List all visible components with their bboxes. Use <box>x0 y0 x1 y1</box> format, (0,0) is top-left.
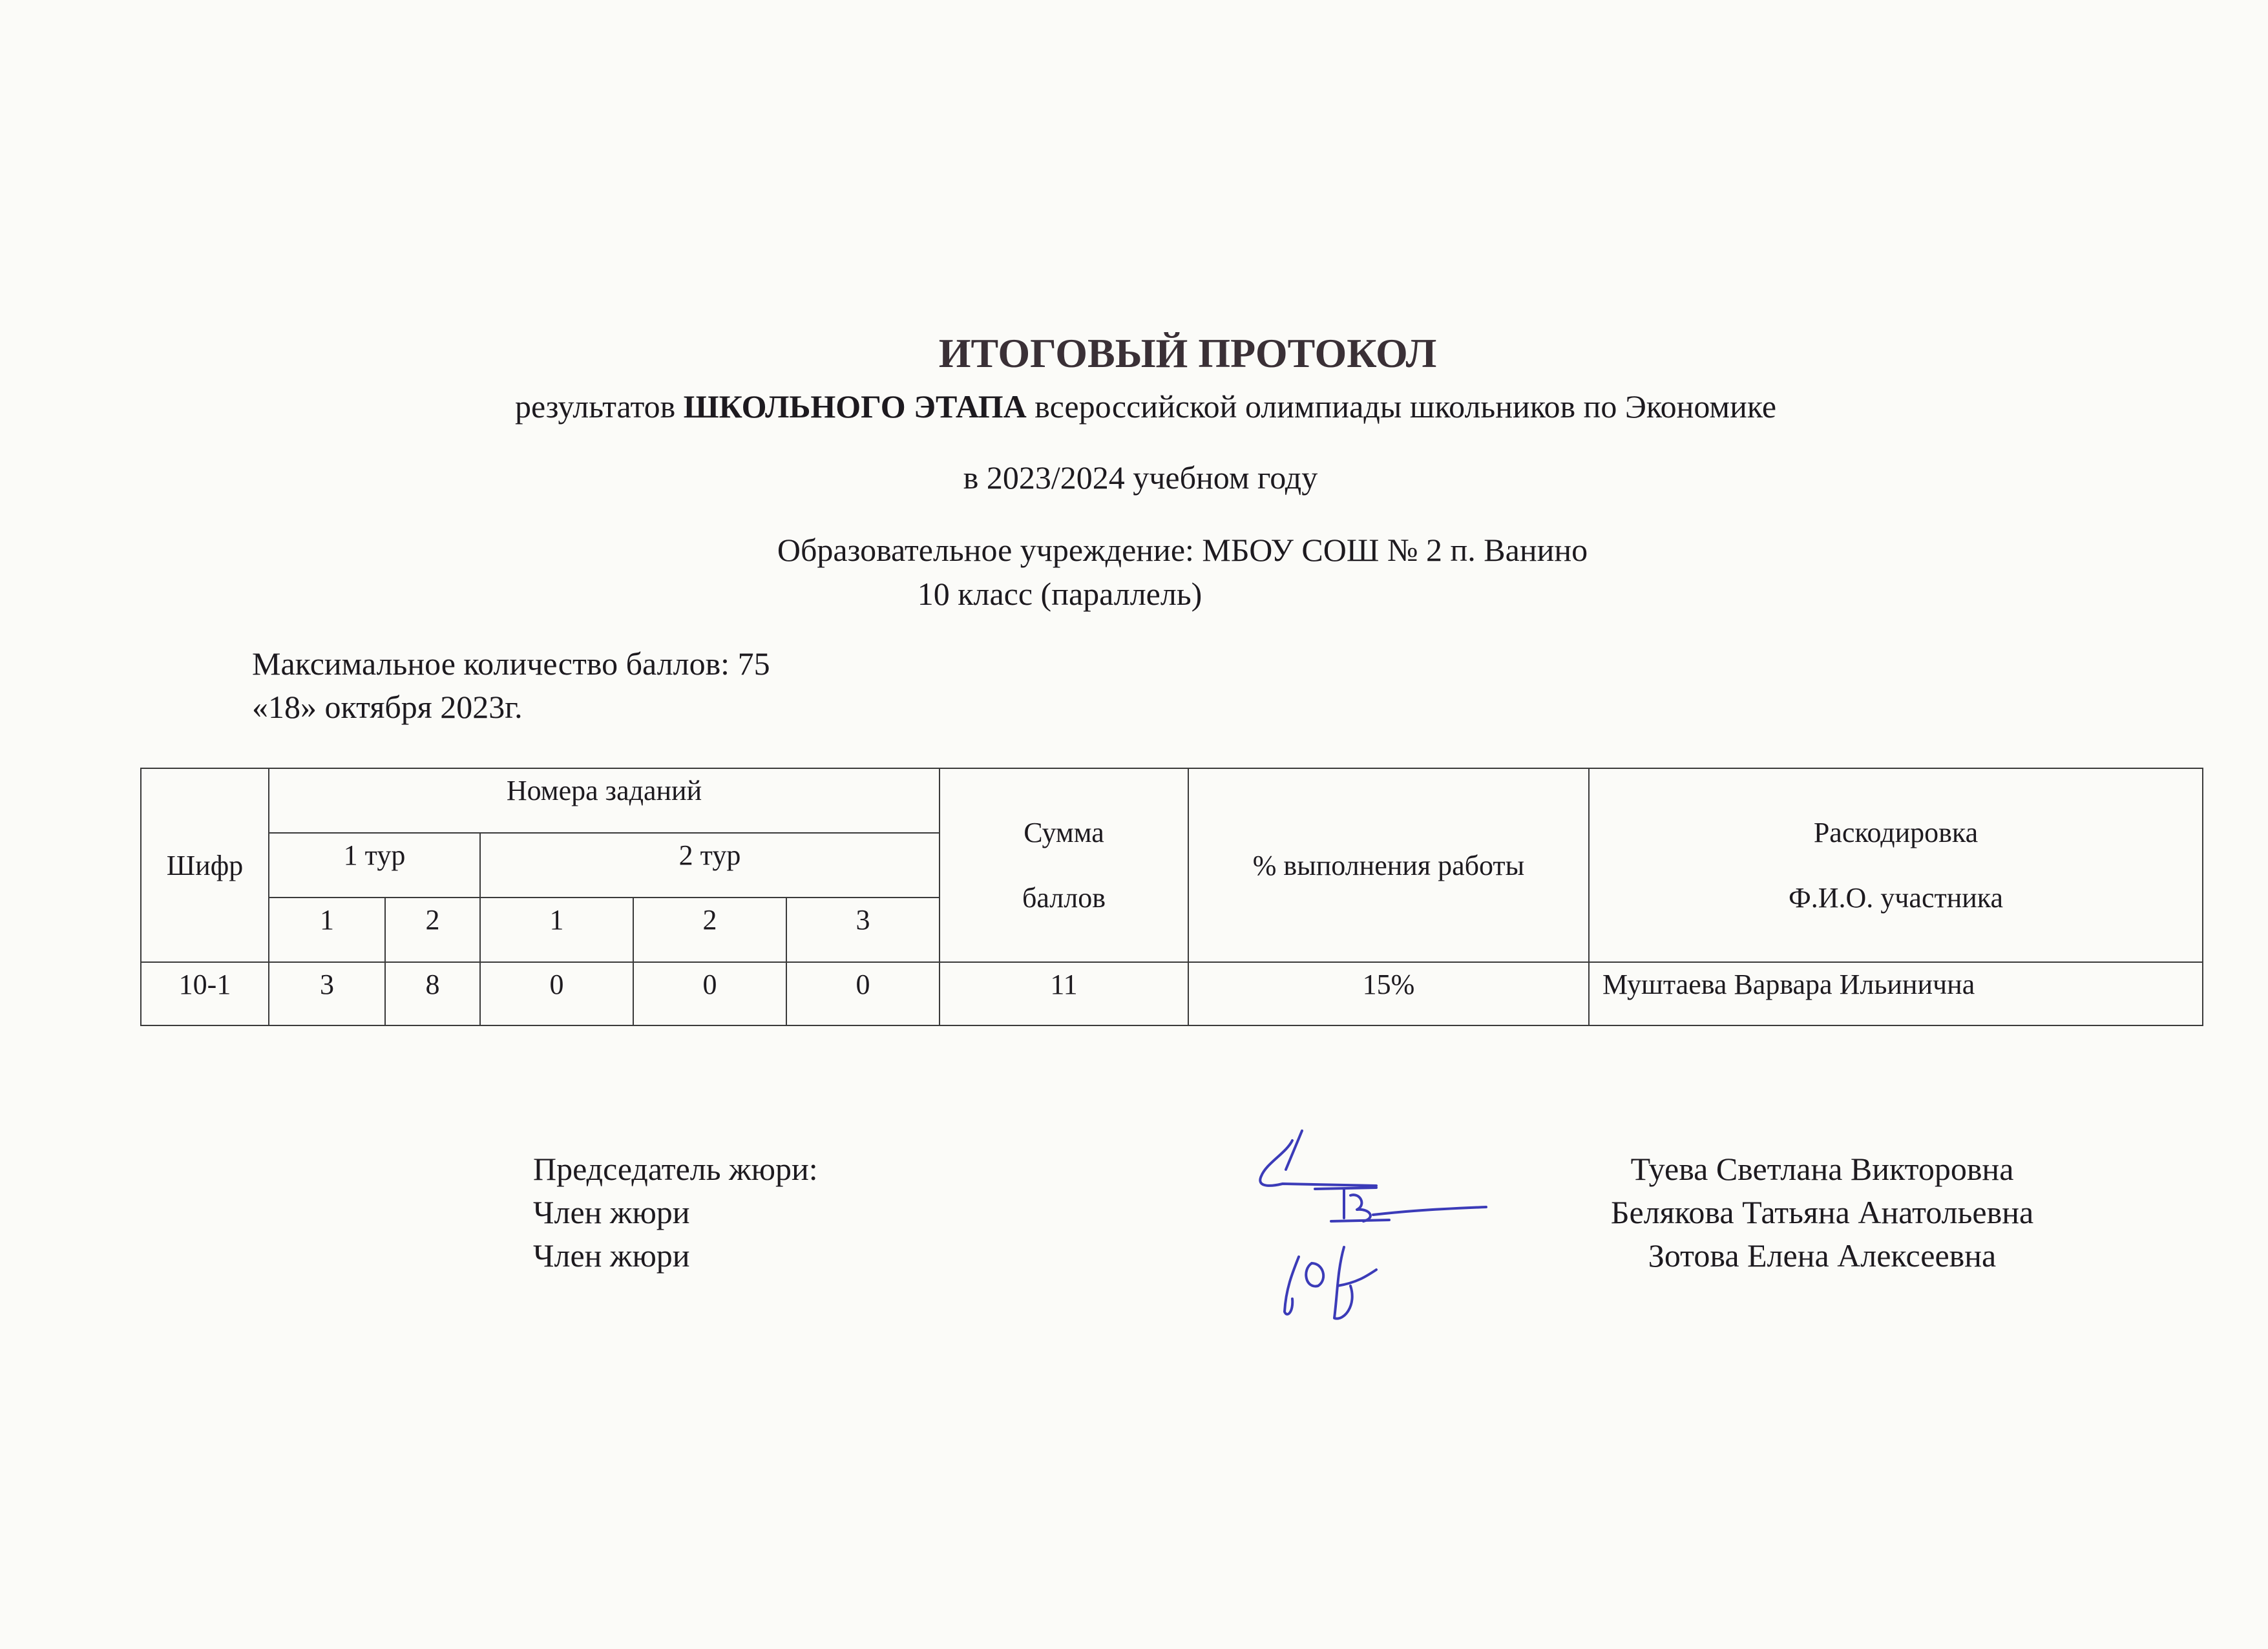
jury-member-name: Белякова Татьяна Анатольевна <box>1610 1194 2034 1230</box>
cell-r1-score: 3 <box>269 962 385 1025</box>
jury-chair-name: Туева Светлана Викторовна <box>1630 1151 2014 1187</box>
cell-percent: 15% <box>1188 962 1589 1025</box>
jury-member-role: Член жюри <box>533 1237 690 1274</box>
signature-stroke <box>1373 1207 1486 1215</box>
header-task-numbers: Номера заданий <box>269 768 940 833</box>
header-percent: % выполнения работы <box>1188 768 1589 962</box>
academic-year: в 2023/2024 учебном году <box>963 459 1318 496</box>
header-sum-line2: баллов <box>1022 882 1106 914</box>
header-r1-task: 1 <box>269 898 385 962</box>
handwritten-signatures <box>1247 1124 1493 1338</box>
protocol-date: «18» октября 2023г. <box>252 689 523 725</box>
cell-r1-score: 8 <box>385 962 480 1025</box>
signature-stroke <box>1315 1188 1376 1189</box>
cell-r2-score: 0 <box>480 962 633 1025</box>
max-score: Максимальное количество баллов: 75 <box>252 646 770 682</box>
header-round-1: 1 тур <box>269 833 480 898</box>
header-sum-line1: Сумма <box>1024 817 1104 848</box>
table-row <box>141 962 2203 1025</box>
cell-cipher: 10-1 <box>141 962 269 1025</box>
header-r2-task: 2 <box>633 898 786 962</box>
cell-participant-name: Муштаева Варвара Ильинична <box>1589 962 2203 1025</box>
subtitle-pre: результатов <box>514 388 684 425</box>
jury-chair-role: Председатель жюри: <box>533 1151 818 1187</box>
subtitle-stage: ШКОЛЬНОГО ЭТАПА <box>683 388 1027 425</box>
cell-r2-score: 0 <box>786 962 940 1025</box>
header-decode-line1: Раскодировка <box>1813 817 1979 848</box>
grade: 10 класс (параллель) <box>917 576 1202 612</box>
cell-r2-score: 0 <box>633 962 786 1025</box>
document-subtitle <box>515 388 1776 425</box>
results-table <box>140 768 2203 1026</box>
signature-stroke <box>1350 1195 1370 1221</box>
signature-stroke <box>1306 1263 1323 1287</box>
header-r2-task: 1 <box>480 898 633 962</box>
header-r2-task: 3 <box>786 898 940 962</box>
signature-stroke <box>1260 1140 1376 1186</box>
header-r1-task: 2 <box>385 898 480 962</box>
jury-member-name: Зотова Елена Алексеевна <box>1648 1237 1997 1274</box>
signature-stroke <box>1338 1270 1376 1286</box>
document-title: ИТОГОВЫЙ ПРОТОКОЛ <box>938 330 1437 376</box>
institution: Образовательное учреждение: МБОУ СОШ № 2 п. Ванино <box>777 532 1588 568</box>
signature-stroke <box>1285 1257 1299 1314</box>
jury-member-role: Член жюри <box>533 1194 690 1230</box>
header-sum <box>940 768 1188 962</box>
header-cipher: Шифр <box>141 768 269 962</box>
header-round-2: 2 тур <box>480 833 940 898</box>
signature-stroke <box>1331 1220 1389 1221</box>
header-decode <box>1589 768 2203 962</box>
signature-stroke <box>1286 1131 1302 1170</box>
cell-sum: 11 <box>940 962 1188 1025</box>
subtitle-post: всероссийской олимпиады школьников по Экономике <box>1026 388 1777 425</box>
header-decode-line2: Ф.И.О. участника <box>1788 882 2004 914</box>
